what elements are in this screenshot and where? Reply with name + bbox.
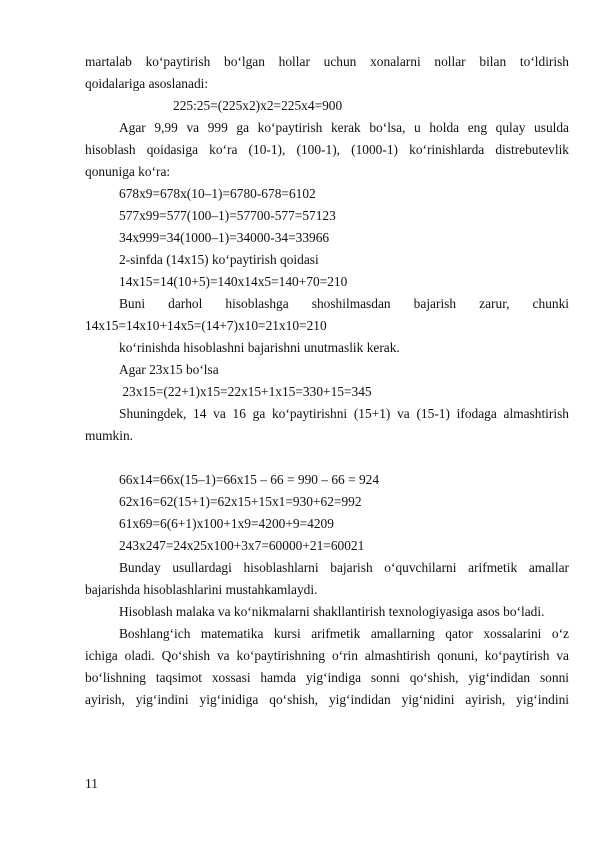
text-line: ayirish, yig‘indini yig‘inidiga qo‘shish, yig‘indidan yig‘nidini ayirish, yig‘indini	[85, 692, 569, 707]
formula-line: 62x16=62(15+1)=62x15+15x1=930+62=992	[119, 494, 362, 509]
formula-line: 23x15=(22+1)x15=22x15+1x15=330+15=345	[119, 384, 372, 399]
blank-line	[85, 447, 569, 469]
text-line: Hisoblash malaka va ko‘nikmalarni shakllantirish texnologiyasiga asos bo‘ladi.	[119, 604, 545, 619]
text-line: bajarishda hisoblashlarini mustahkamlaydi.	[85, 582, 318, 597]
page-number: 11	[85, 776, 98, 791]
text-line: Boshlang‘ich matematika kursi arifmetik amallarning qator xossalarini o‘z	[119, 626, 569, 641]
text-line: bo‘lishning taqsimot xossasi hamda yig‘indiga sonni qo‘shish, yig‘indidan sonni	[85, 670, 569, 685]
text-line: qonuniga ko‘ra:	[85, 164, 171, 179]
text-line: qoidalariga asoslanadi:	[85, 76, 209, 91]
formula-line: 66x14=66x(15–1)=66x15 – 66 = 990 – 66 = 924	[119, 472, 380, 487]
text-line: ichiga oladi. Qo‘shish va ko‘paytirishning o‘rin almashtirish qonuni, ko‘paytirish va	[85, 648, 569, 663]
text-line: Agar 23x15 bo‘lsa	[119, 362, 219, 377]
text-line: Agar 9,99 va 999 ga ko‘paytirish kerak bo‘lsa, u holda eng qulay usulda	[119, 120, 569, 135]
text-line: Buni darhol hisoblashga shoshilmasdan bajarish zarur, chunki	[119, 296, 569, 311]
formula-line: 243x247=24x25x100+3x7=60000+21=60021	[119, 538, 365, 553]
text-line: martalab ko‘paytirish bo‘lgan hollar uchun xonalarni nollar bilan to‘ldirish	[85, 54, 569, 69]
text-line: 2-sinfda (14x15) ko‘paytirish qoidasi	[119, 252, 319, 267]
formula-line: 225:25=(225x2)x2=225x4=900	[173, 98, 343, 113]
formula-line: 61x69=6(6+1)x100+1x9=4200+9=4209	[119, 516, 334, 531]
formula-line: 14x15=14(10+5)=140x14x5=140+70=210	[119, 274, 348, 289]
text-line: ko‘rinishda hisoblashni bajarishni unutmaslik kerak.	[119, 340, 400, 355]
text-line: mumkin.	[85, 428, 133, 443]
document-body	[85, 51, 569, 711]
text-line: Bunday usullardagi hisoblashlarni bajarish o‘quvchilarni arifmetik amallar	[119, 560, 569, 575]
formula-line: 577x99=577(100–1)=57700-577=57123	[119, 208, 336, 223]
formula-line: 14x15=14x10+14x5=(14+7)x10=21x10=210	[85, 318, 327, 333]
formula-line: 678x9=678x(10–1)=6780-678=6102	[119, 186, 316, 201]
text-line: hisoblash qoidasiga ko‘ra (10-1), (100-1), (1000-1) ko‘rinishlarda distrebutevlik	[85, 142, 569, 157]
formula-line: 34x999=34(1000–1)=34000-34=33966	[119, 230, 330, 245]
text-line: Shuningdek, 14 va 16 ga ko‘paytirishni (15+1) va (15-1) ifodaga almashtirish	[119, 406, 569, 421]
